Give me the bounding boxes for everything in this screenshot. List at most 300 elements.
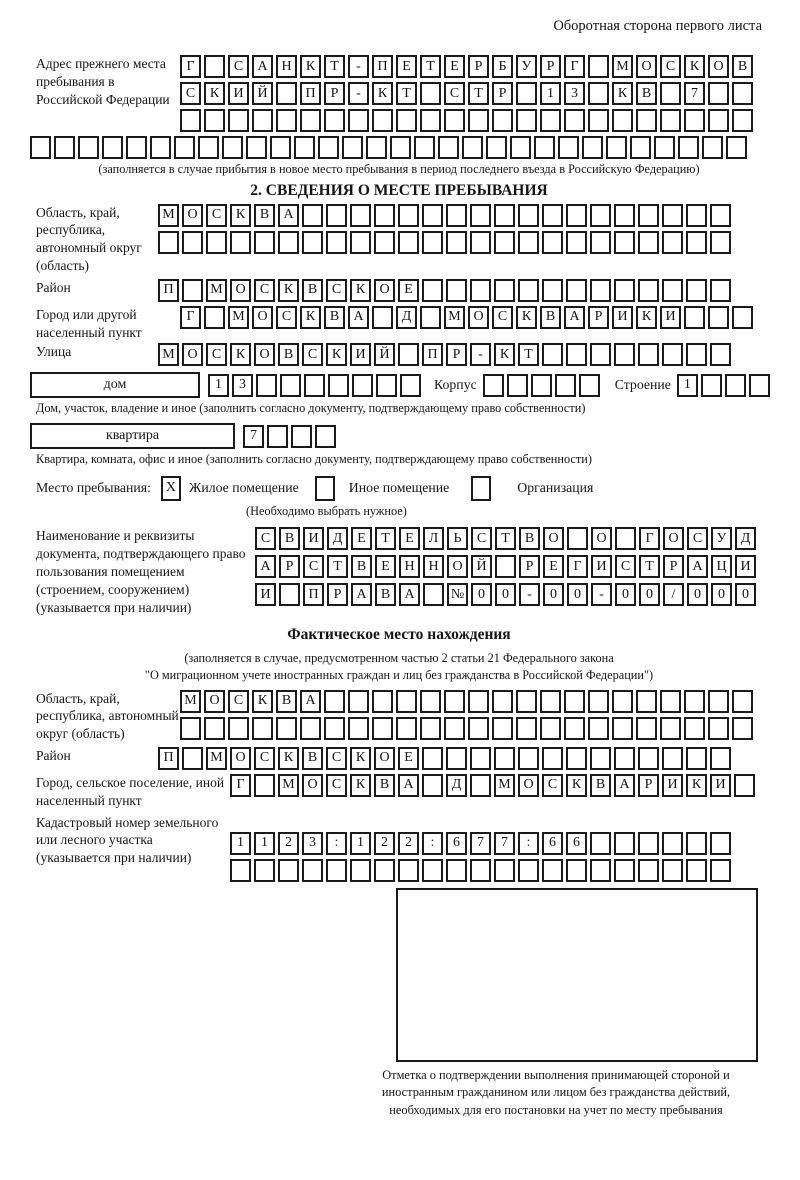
char-box[interactable]: И <box>612 306 633 329</box>
char-box[interactable]: Д <box>446 774 467 797</box>
char-box[interactable]: С <box>303 555 324 578</box>
char-box[interactable] <box>638 279 659 302</box>
char-box[interactable]: И <box>662 774 683 797</box>
char-box[interactable] <box>686 279 707 302</box>
char-box[interactable]: Д <box>735 527 756 550</box>
char-box[interactable] <box>662 747 683 770</box>
char-box[interactable] <box>638 747 659 770</box>
char-box[interactable]: : <box>518 832 539 855</box>
char-box[interactable] <box>702 136 723 159</box>
char-box[interactable]: П <box>422 343 443 366</box>
char-box[interactable]: Г <box>180 306 201 329</box>
house-number-row[interactable] <box>208 374 424 397</box>
char-box[interactable]: С <box>254 279 275 302</box>
char-box[interactable] <box>732 690 753 713</box>
char-box[interactable]: О <box>636 55 657 78</box>
char-box[interactable]: О <box>252 306 273 329</box>
char-box[interactable]: С <box>326 279 347 302</box>
char-box[interactable] <box>291 425 312 448</box>
char-box[interactable] <box>304 374 325 397</box>
char-box[interactable] <box>470 231 491 254</box>
char-box[interactable] <box>204 306 225 329</box>
char-box[interactable]: Р <box>519 555 540 578</box>
char-box[interactable]: В <box>254 204 275 227</box>
char-box[interactable] <box>390 136 411 159</box>
stroenie-row[interactable] <box>677 374 773 397</box>
char-box[interactable] <box>396 109 417 132</box>
char-box[interactable] <box>686 859 707 882</box>
char-box[interactable] <box>749 374 770 397</box>
char-box[interactable]: В <box>636 82 657 105</box>
char-box[interactable] <box>372 717 393 740</box>
char-box[interactable] <box>678 136 699 159</box>
char-box[interactable]: С <box>542 774 563 797</box>
char-box[interactable]: К <box>278 279 299 302</box>
char-box[interactable] <box>324 717 345 740</box>
char-box[interactable]: О <box>230 747 251 770</box>
char-box[interactable] <box>302 204 323 227</box>
char-box[interactable] <box>732 82 753 105</box>
char-box[interactable] <box>542 747 563 770</box>
char-box[interactable]: 7 <box>243 425 264 448</box>
char-box[interactable] <box>423 583 444 606</box>
char-box[interactable]: 7 <box>470 832 491 855</box>
char-box[interactable] <box>492 109 513 132</box>
char-box[interactable] <box>300 717 321 740</box>
char-box[interactable] <box>294 136 315 159</box>
char-box[interactable] <box>710 204 731 227</box>
cadastral-row-1[interactable] <box>230 832 734 855</box>
char-box[interactable] <box>725 374 746 397</box>
char-box[interactable] <box>254 859 275 882</box>
char-box[interactable] <box>518 747 539 770</box>
korpus-row[interactable] <box>483 374 603 397</box>
char-box[interactable] <box>30 136 51 159</box>
char-box[interactable] <box>638 343 659 366</box>
char-box[interactable] <box>438 136 459 159</box>
char-box[interactable] <box>542 859 563 882</box>
char-box[interactable] <box>662 859 683 882</box>
char-box[interactable]: / <box>663 583 684 606</box>
char-box[interactable]: И <box>303 527 324 550</box>
char-box[interactable]: М <box>494 774 515 797</box>
char-box[interactable]: К <box>612 82 633 105</box>
char-box[interactable] <box>54 136 75 159</box>
char-box[interactable] <box>684 690 705 713</box>
char-box[interactable]: А <box>351 583 372 606</box>
char-box[interactable]: 6 <box>542 832 563 855</box>
char-box[interactable]: Т <box>396 82 417 105</box>
stay-type-checkbox-inoe[interactable] <box>315 476 335 501</box>
char-box[interactable] <box>518 231 539 254</box>
char-box[interactable] <box>590 279 611 302</box>
char-box[interactable]: К <box>326 343 347 366</box>
char-box[interactable] <box>180 109 201 132</box>
char-box[interactable] <box>542 204 563 227</box>
char-box[interactable] <box>710 279 731 302</box>
char-box[interactable] <box>198 136 219 159</box>
char-box[interactable] <box>564 109 585 132</box>
char-box[interactable] <box>588 717 609 740</box>
char-box[interactable]: Т <box>324 55 345 78</box>
char-box[interactable] <box>422 279 443 302</box>
char-box[interactable] <box>374 231 395 254</box>
char-box[interactable]: Т <box>420 55 441 78</box>
char-box[interactable] <box>542 343 563 366</box>
char-box[interactable] <box>222 136 243 159</box>
char-box[interactable]: Ь <box>447 527 468 550</box>
char-box[interactable]: С <box>180 82 201 105</box>
char-box[interactable]: А <box>399 583 420 606</box>
char-box[interactable] <box>531 374 552 397</box>
char-box[interactable] <box>446 279 467 302</box>
char-box[interactable] <box>420 82 441 105</box>
char-box[interactable]: С <box>255 527 276 550</box>
char-box[interactable]: А <box>252 55 273 78</box>
char-box[interactable]: О <box>468 306 489 329</box>
char-box[interactable]: Д <box>327 527 348 550</box>
char-box[interactable]: Е <box>398 279 419 302</box>
char-box[interactable] <box>302 231 323 254</box>
char-box[interactable]: Е <box>398 747 419 770</box>
char-box[interactable] <box>684 717 705 740</box>
char-box[interactable] <box>654 136 675 159</box>
char-box[interactable]: П <box>372 55 393 78</box>
char-box[interactable] <box>614 279 635 302</box>
char-box[interactable]: Р <box>638 774 659 797</box>
char-box[interactable]: О <box>254 343 275 366</box>
char-box[interactable] <box>270 136 291 159</box>
char-box[interactable] <box>662 343 683 366</box>
char-box[interactable] <box>174 136 195 159</box>
char-box[interactable]: О <box>204 690 225 713</box>
char-box[interactable] <box>686 231 707 254</box>
char-box[interactable] <box>158 231 179 254</box>
char-box[interactable]: № <box>447 583 468 606</box>
prev-address-row-4[interactable] <box>30 136 762 159</box>
char-box[interactable]: М <box>444 306 465 329</box>
char-box[interactable]: С <box>228 55 249 78</box>
actual-city-row[interactable] <box>230 774 758 797</box>
char-box[interactable] <box>566 204 587 227</box>
char-box[interactable]: 0 <box>735 583 756 606</box>
char-box[interactable]: Н <box>423 555 444 578</box>
char-box[interactable] <box>398 859 419 882</box>
char-box[interactable] <box>590 231 611 254</box>
char-box[interactable]: 1 <box>350 832 371 855</box>
char-box[interactable]: 0 <box>543 583 564 606</box>
char-box[interactable]: И <box>710 774 731 797</box>
char-box[interactable]: 7 <box>684 82 705 105</box>
char-box[interactable]: О <box>374 747 395 770</box>
char-box[interactable]: 0 <box>711 583 732 606</box>
char-box[interactable] <box>492 690 513 713</box>
char-box[interactable]: К <box>566 774 587 797</box>
char-box[interactable] <box>708 717 729 740</box>
char-box[interactable]: К <box>372 82 393 105</box>
char-box[interactable]: С <box>206 204 227 227</box>
char-box[interactable] <box>470 774 491 797</box>
char-box[interactable] <box>348 717 369 740</box>
char-box[interactable] <box>516 717 537 740</box>
char-box[interactable] <box>558 136 579 159</box>
char-box[interactable] <box>352 374 373 397</box>
char-box[interactable]: 7 <box>494 832 515 855</box>
char-box[interactable]: К <box>278 747 299 770</box>
char-box[interactable] <box>494 279 515 302</box>
char-box[interactable]: С <box>492 306 513 329</box>
char-box[interactable] <box>422 774 443 797</box>
char-box[interactable] <box>710 747 731 770</box>
char-box[interactable]: О <box>518 774 539 797</box>
char-box[interactable] <box>636 109 657 132</box>
char-box[interactable] <box>126 136 147 159</box>
char-box[interactable] <box>494 747 515 770</box>
char-box[interactable]: 1 <box>540 82 561 105</box>
char-box[interactable]: К <box>252 690 273 713</box>
char-box[interactable] <box>342 136 363 159</box>
char-box[interactable]: К <box>350 747 371 770</box>
char-box[interactable] <box>638 832 659 855</box>
char-box[interactable] <box>420 109 441 132</box>
char-box[interactable] <box>566 279 587 302</box>
char-box[interactable]: А <box>564 306 585 329</box>
district-row[interactable] <box>158 279 734 302</box>
char-box[interactable] <box>684 109 705 132</box>
char-box[interactable] <box>708 690 729 713</box>
char-box[interactable] <box>614 859 635 882</box>
cadastral-row-2[interactable] <box>230 859 734 882</box>
char-box[interactable] <box>638 859 659 882</box>
char-box[interactable]: 0 <box>567 583 588 606</box>
char-box[interactable] <box>350 859 371 882</box>
char-box[interactable] <box>590 832 611 855</box>
char-box[interactable]: : <box>422 832 443 855</box>
char-box[interactable] <box>228 109 249 132</box>
char-box[interactable] <box>420 306 441 329</box>
char-box[interactable]: 0 <box>495 583 516 606</box>
char-box[interactable]: М <box>158 343 179 366</box>
char-box[interactable]: П <box>303 583 324 606</box>
char-box[interactable]: 1 <box>208 374 229 397</box>
char-box[interactable]: А <box>300 690 321 713</box>
char-box[interactable]: Б <box>492 55 513 78</box>
char-box[interactable] <box>300 109 321 132</box>
char-box[interactable] <box>686 832 707 855</box>
apartment-number-row[interactable] <box>243 425 339 448</box>
char-box[interactable]: И <box>591 555 612 578</box>
char-box[interactable]: С <box>302 343 323 366</box>
char-box[interactable] <box>540 690 561 713</box>
char-box[interactable] <box>486 136 507 159</box>
char-box[interactable] <box>708 306 729 329</box>
street-row[interactable] <box>158 343 734 366</box>
char-box[interactable] <box>254 231 275 254</box>
actual-region-row-1[interactable] <box>180 690 756 713</box>
char-box[interactable] <box>182 279 203 302</box>
char-box[interactable]: 2 <box>398 832 419 855</box>
char-box[interactable] <box>516 109 537 132</box>
char-box[interactable]: М <box>278 774 299 797</box>
char-box[interactable] <box>470 859 491 882</box>
char-box[interactable]: К <box>350 774 371 797</box>
char-box[interactable]: Е <box>543 555 564 578</box>
char-box[interactable]: С <box>276 306 297 329</box>
char-box[interactable]: 2 <box>374 832 395 855</box>
char-box[interactable] <box>636 690 657 713</box>
char-box[interactable]: М <box>158 204 179 227</box>
char-box[interactable] <box>470 279 491 302</box>
char-box[interactable]: О <box>591 527 612 550</box>
char-box[interactable] <box>612 109 633 132</box>
actual-region-row-2[interactable] <box>180 717 756 740</box>
actual-district-row[interactable] <box>158 747 734 770</box>
char-box[interactable]: Р <box>327 583 348 606</box>
char-box[interactable] <box>366 136 387 159</box>
char-box[interactable]: В <box>519 527 540 550</box>
char-box[interactable]: - <box>591 583 612 606</box>
char-box[interactable] <box>318 136 339 159</box>
char-box[interactable] <box>446 747 467 770</box>
char-box[interactable] <box>446 204 467 227</box>
char-box[interactable] <box>588 109 609 132</box>
char-box[interactable]: К <box>230 343 251 366</box>
char-box[interactable]: К <box>204 82 225 105</box>
char-box[interactable] <box>564 717 585 740</box>
char-box[interactable]: Т <box>518 343 539 366</box>
char-box[interactable] <box>230 231 251 254</box>
char-box[interactable] <box>396 690 417 713</box>
char-box[interactable]: С <box>687 527 708 550</box>
char-box[interactable] <box>422 747 443 770</box>
char-box[interactable] <box>732 306 753 329</box>
char-box[interactable]: 0 <box>687 583 708 606</box>
char-box[interactable] <box>483 374 504 397</box>
char-box[interactable]: 1 <box>254 832 275 855</box>
char-box[interactable] <box>726 136 747 159</box>
char-box[interactable] <box>686 747 707 770</box>
char-box[interactable] <box>660 717 681 740</box>
region-row-2[interactable] <box>158 231 734 254</box>
char-box[interactable] <box>638 204 659 227</box>
char-box[interactable]: И <box>660 306 681 329</box>
char-box[interactable]: О <box>374 279 395 302</box>
char-box[interactable] <box>230 859 251 882</box>
char-box[interactable] <box>372 109 393 132</box>
char-box[interactable]: Е <box>399 527 420 550</box>
char-box[interactable] <box>566 859 587 882</box>
char-box[interactable] <box>446 231 467 254</box>
char-box[interactable] <box>204 109 225 132</box>
char-box[interactable]: О <box>230 279 251 302</box>
char-box[interactable] <box>204 55 225 78</box>
char-box[interactable]: 1 <box>677 374 698 397</box>
char-box[interactable]: С <box>660 55 681 78</box>
char-box[interactable] <box>462 136 483 159</box>
char-box[interactable] <box>630 136 651 159</box>
char-box[interactable]: С <box>615 555 636 578</box>
prev-address-row-3[interactable] <box>180 109 756 132</box>
char-box[interactable]: В <box>279 527 300 550</box>
prev-address-row-1[interactable] <box>180 55 756 78</box>
char-box[interactable]: П <box>158 279 179 302</box>
char-box[interactable] <box>579 374 600 397</box>
char-box[interactable] <box>660 109 681 132</box>
char-box[interactable] <box>540 717 561 740</box>
char-box[interactable]: М <box>206 747 227 770</box>
char-box[interactable] <box>276 82 297 105</box>
char-box[interactable]: - <box>470 343 491 366</box>
char-box[interactable] <box>422 231 443 254</box>
char-box[interactable]: М <box>180 690 201 713</box>
char-box[interactable] <box>468 690 489 713</box>
char-box[interactable]: С <box>206 343 227 366</box>
char-box[interactable] <box>468 717 489 740</box>
city-row[interactable] <box>180 306 756 329</box>
char-box[interactable] <box>492 717 513 740</box>
char-box[interactable] <box>710 343 731 366</box>
char-box[interactable]: С <box>326 747 347 770</box>
char-box[interactable]: 1 <box>230 832 251 855</box>
char-box[interactable]: А <box>348 306 369 329</box>
char-box[interactable]: Р <box>324 82 345 105</box>
char-box[interactable] <box>422 859 443 882</box>
char-box[interactable]: Т <box>327 555 348 578</box>
char-box[interactable] <box>614 832 635 855</box>
char-box[interactable] <box>710 231 731 254</box>
char-box[interactable] <box>686 343 707 366</box>
char-box[interactable]: Й <box>374 343 395 366</box>
char-box[interactable]: Р <box>588 306 609 329</box>
char-box[interactable]: К <box>684 55 705 78</box>
char-box[interactable] <box>470 747 491 770</box>
char-box[interactable]: М <box>612 55 633 78</box>
char-box[interactable] <box>444 690 465 713</box>
char-box[interactable] <box>590 343 611 366</box>
char-box[interactable] <box>518 279 539 302</box>
char-box[interactable] <box>590 204 611 227</box>
char-box[interactable]: И <box>228 82 249 105</box>
char-box[interactable]: В <box>302 279 323 302</box>
char-box[interactable]: Р <box>279 555 300 578</box>
char-box[interactable]: Г <box>230 774 251 797</box>
char-box[interactable] <box>534 136 555 159</box>
document-row-1[interactable] <box>255 527 759 550</box>
char-box[interactable] <box>267 425 288 448</box>
char-box[interactable] <box>276 109 297 132</box>
char-box[interactable] <box>324 109 345 132</box>
char-box[interactable] <box>494 204 515 227</box>
char-box[interactable]: К <box>494 343 515 366</box>
char-box[interactable] <box>660 82 681 105</box>
char-box[interactable]: : <box>326 832 347 855</box>
char-box[interactable] <box>256 374 277 397</box>
char-box[interactable] <box>348 690 369 713</box>
char-box[interactable]: Е <box>444 55 465 78</box>
char-box[interactable] <box>278 859 299 882</box>
char-box[interactable]: О <box>708 55 729 78</box>
char-box[interactable] <box>734 774 755 797</box>
char-box[interactable]: Ц <box>711 555 732 578</box>
document-row-3[interactable] <box>255 583 759 606</box>
char-box[interactable]: В <box>375 583 396 606</box>
char-box[interactable] <box>615 527 636 550</box>
char-box[interactable] <box>606 136 627 159</box>
char-box[interactable]: 0 <box>639 583 660 606</box>
char-box[interactable] <box>614 231 635 254</box>
char-box[interactable]: Й <box>471 555 492 578</box>
char-box[interactable]: П <box>158 747 179 770</box>
